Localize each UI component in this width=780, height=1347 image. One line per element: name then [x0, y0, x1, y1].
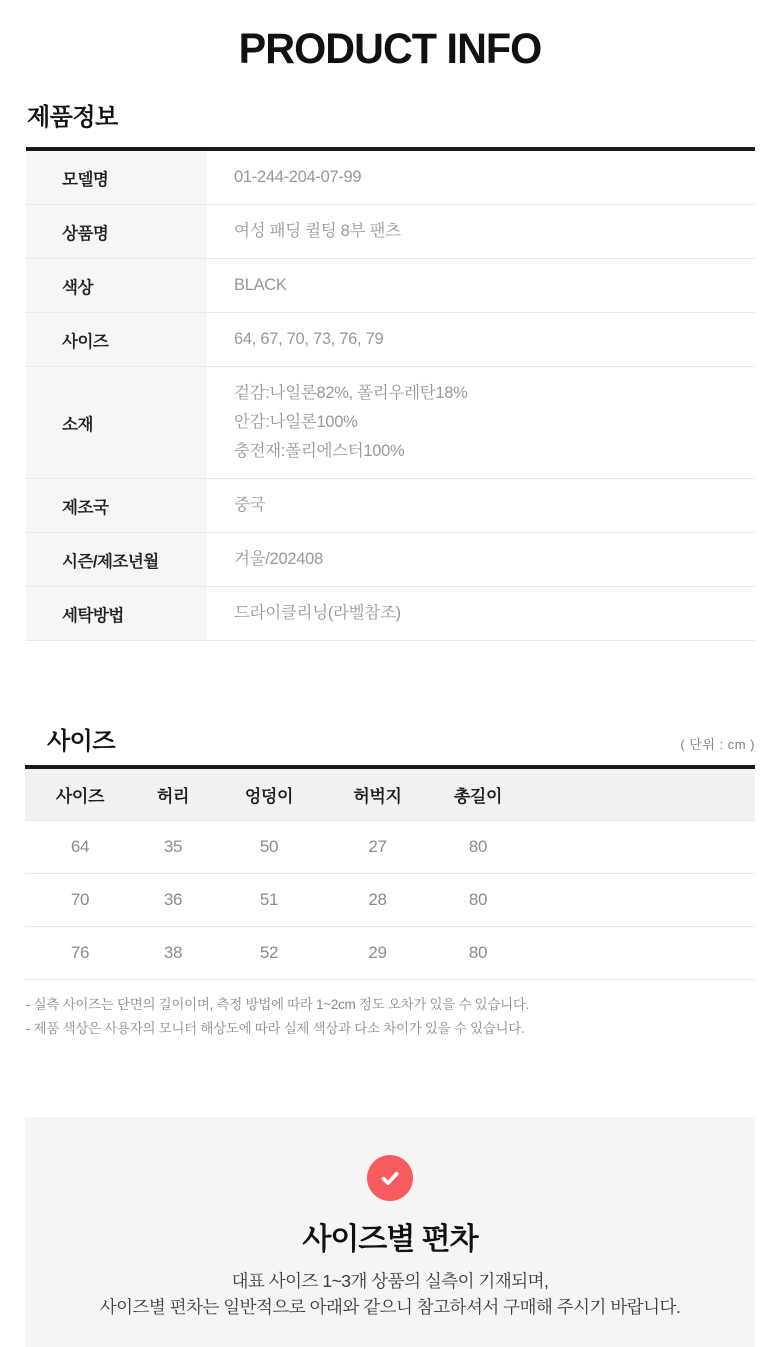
- size-deviation-text: [25, 1268, 755, 1320]
- unit-note: ( 단위 : cm ): [680, 737, 755, 752]
- size-deviation-notice: [25, 1117, 755, 1347]
- waist-cell: 35: [135, 820, 211, 873]
- spec-row-model: [26, 151, 755, 205]
- size-table: [25, 765, 755, 980]
- spec-label: 소재: [26, 367, 207, 478]
- footnote-measurement: - 실측 사이즈는 단면의 길이이며, 측정 방법에 따라 1~2cm 정도 오차가 있을 수 있습니다.: [26, 996, 530, 1012]
- spec-label: 사이즈: [26, 313, 207, 366]
- waist-cell: 36: [135, 873, 211, 926]
- total-length-cell: 80: [428, 820, 528, 873]
- total-length-cell: 80: [428, 926, 528, 979]
- column-header-waist: 허리: [135, 767, 211, 820]
- hip-cell: 52: [211, 926, 327, 979]
- spec-row-season: [26, 533, 755, 587]
- column-header-size: 사이즈: [25, 767, 135, 820]
- size-table-header-row: [25, 767, 755, 820]
- deviation-line: 사이즈별 편차는 일반적으로 아래와 같으니 참고하셔서 구매해 주시기 바랍니다.: [99, 1296, 681, 1317]
- thigh-cell: 29: [327, 926, 428, 979]
- spec-row-color: [26, 259, 755, 313]
- size-deviation-heading: 사이즈별 편차: [302, 1222, 478, 1256]
- filler-cell: [528, 873, 755, 926]
- product-spec-table: [26, 147, 755, 641]
- thigh-cell: 28: [327, 873, 428, 926]
- check-circle-icon: [367, 1155, 413, 1201]
- spec-row-product-name: [26, 205, 755, 259]
- material-line-outer: 겉감:나일론82%, 폴리우레탄18%: [234, 384, 468, 402]
- filler-cell: [528, 926, 755, 979]
- material-line-lining: 안감:나일론100%: [234, 413, 358, 431]
- hip-cell: 51: [211, 873, 327, 926]
- size-cell: 64: [25, 820, 135, 873]
- spec-row-washing: [26, 587, 755, 641]
- column-header-total-length: 총길이: [428, 767, 528, 820]
- page-title: PRODUCT INFO: [238, 25, 542, 73]
- size-table-row: [25, 873, 755, 926]
- spec-row-material: [26, 367, 755, 479]
- spec-value: [207, 367, 478, 478]
- total-length-cell: 80: [428, 873, 528, 926]
- spec-label: 모델명: [26, 151, 207, 204]
- spec-value: 64, 67, 70, 73, 76, 79: [234, 330, 384, 348]
- column-header-hip: 엉덩이: [211, 767, 327, 820]
- spec-label: 시즌/제조년월: [26, 533, 207, 586]
- size-table-row: [25, 926, 755, 979]
- size-section-header: [25, 721, 755, 756]
- size-heading: 사이즈: [47, 728, 116, 755]
- spec-value: 중국: [234, 496, 266, 514]
- spec-value: 겨울/202408: [234, 550, 323, 568]
- size-cell: 76: [25, 926, 135, 979]
- spec-label: 색상: [26, 259, 207, 312]
- spec-value: 드라이클리닝(라벨참조): [234, 604, 401, 622]
- spec-label: 제조국: [26, 479, 207, 532]
- spec-value: BLACK: [234, 276, 287, 294]
- spec-row-origin: [26, 479, 755, 533]
- filler-cell: [528, 820, 755, 873]
- size-section: [25, 721, 755, 1041]
- size-cell: 70: [25, 873, 135, 926]
- spec-value: 여성 패딩 퀼팅 8부 팬츠: [234, 222, 401, 240]
- column-header-filler: [528, 767, 755, 820]
- spec-value: 01-244-204-07-99: [234, 168, 362, 186]
- spec-label: 상품명: [26, 205, 207, 258]
- footnote-color: - 제품 색상은 사용자의 모니터 해상도에 따라 실제 색상과 다소 차이가 있을 수 있습니다.: [26, 1020, 525, 1036]
- spec-row-sizes: [26, 313, 755, 367]
- thigh-cell: 27: [327, 820, 428, 873]
- hip-cell: 50: [211, 820, 327, 873]
- product-info-section: [26, 97, 755, 641]
- product-info-heading: 제품정보: [27, 104, 118, 131]
- spec-label: 세탁방법: [26, 587, 207, 640]
- size-footnotes: [26, 993, 755, 1041]
- size-table-row: [25, 820, 755, 873]
- waist-cell: 38: [135, 926, 211, 979]
- material-line-filling: 충전재:폴리에스터100%: [234, 442, 405, 460]
- deviation-line: 대표 사이즈 1~3개 상품의 실측이 기재되며,: [231, 1270, 549, 1291]
- column-header-thigh: 허벅지: [327, 767, 428, 820]
